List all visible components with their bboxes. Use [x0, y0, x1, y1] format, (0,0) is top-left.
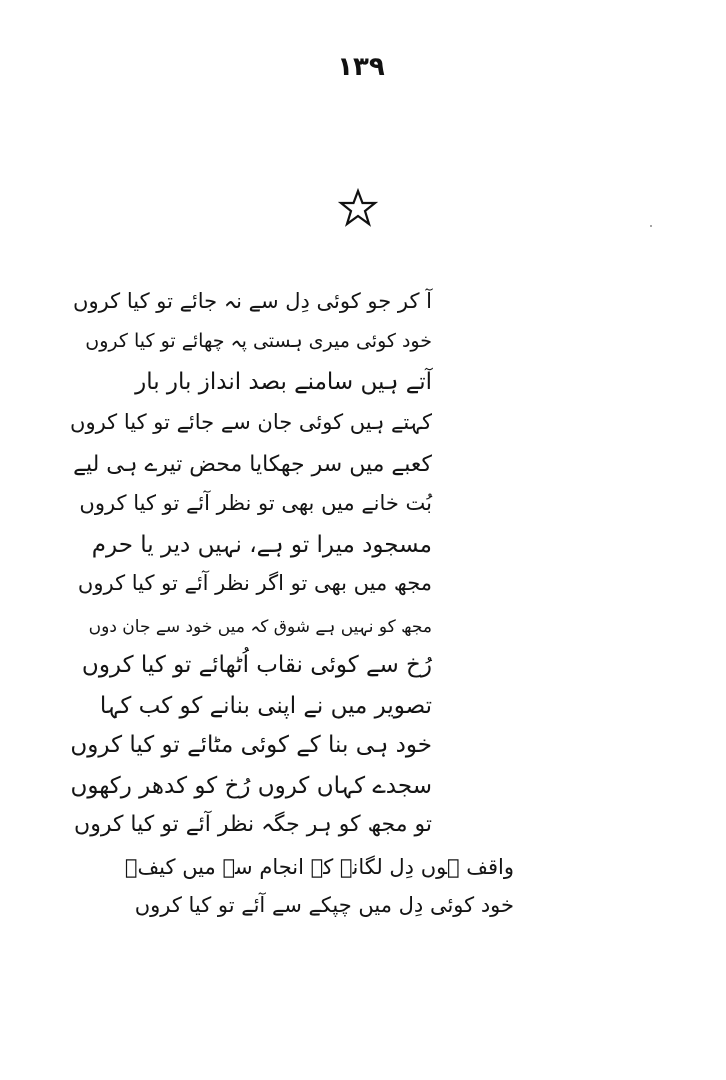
verse-line-11: تصویر میں نے اپنی بنانے کو کب کہا [99, 693, 432, 719]
verse-line-13: سجدے کہاں کروں رُخ کو کدھر رکھوں [70, 773, 432, 799]
verse-line-10: رُخ سے کوئی نقاب اُٹھائے تو کیا کروں [81, 652, 432, 678]
verse-line-14: تو مجھ کو ہر جگہ نظر آئے تو کیا کروں [74, 812, 432, 837]
verse-line-1: آ کر جو کوئی دِل سے نہ جائے تو کیا کروں [73, 289, 432, 313]
verse-line-2: خود کوئی میری ہستی پہ چھائے تو کیا کروں [85, 330, 432, 352]
verse-line-6: بُت خانے میں بھی تو نظر آئے تو کیا کروں [79, 491, 432, 515]
verse-line-4: کہتے ہیں کوئی جان سے جائے تو کیا کروں [70, 410, 432, 434]
verse-line-12: خود ہی بنا کے کوئی مٹائے تو کیا کروں [70, 732, 432, 758]
verse-line-5: کعبے میں سر جھکایا محض تیرے ہی لیے [73, 452, 432, 477]
verse-line-3: آتے ہیں سامنے بصد انداز بار بار [135, 369, 432, 395]
verse-line-8: مجھ میں بھی تو اگر نظر آئے تو کیا کروں [77, 571, 432, 595]
page-number: ۱۳۹ [337, 52, 385, 82]
verse-line-15: واقف ہوں دِل لگانے کے انجام سے میں کیفؔ [124, 855, 514, 879]
star-icon [338, 188, 378, 228]
scan-speck [650, 225, 652, 227]
verse-line-7: مسجود میرا تو ہے، نہیں دیر یا حرم [91, 532, 432, 558]
verse-line-9: مجھ کو نہیں ہے شوق کہ میں خود سے جان دوں [88, 617, 432, 637]
verse-line-16: خود کوئی دِل میں چپکے سے آئے تو کیا کروں [134, 893, 514, 917]
